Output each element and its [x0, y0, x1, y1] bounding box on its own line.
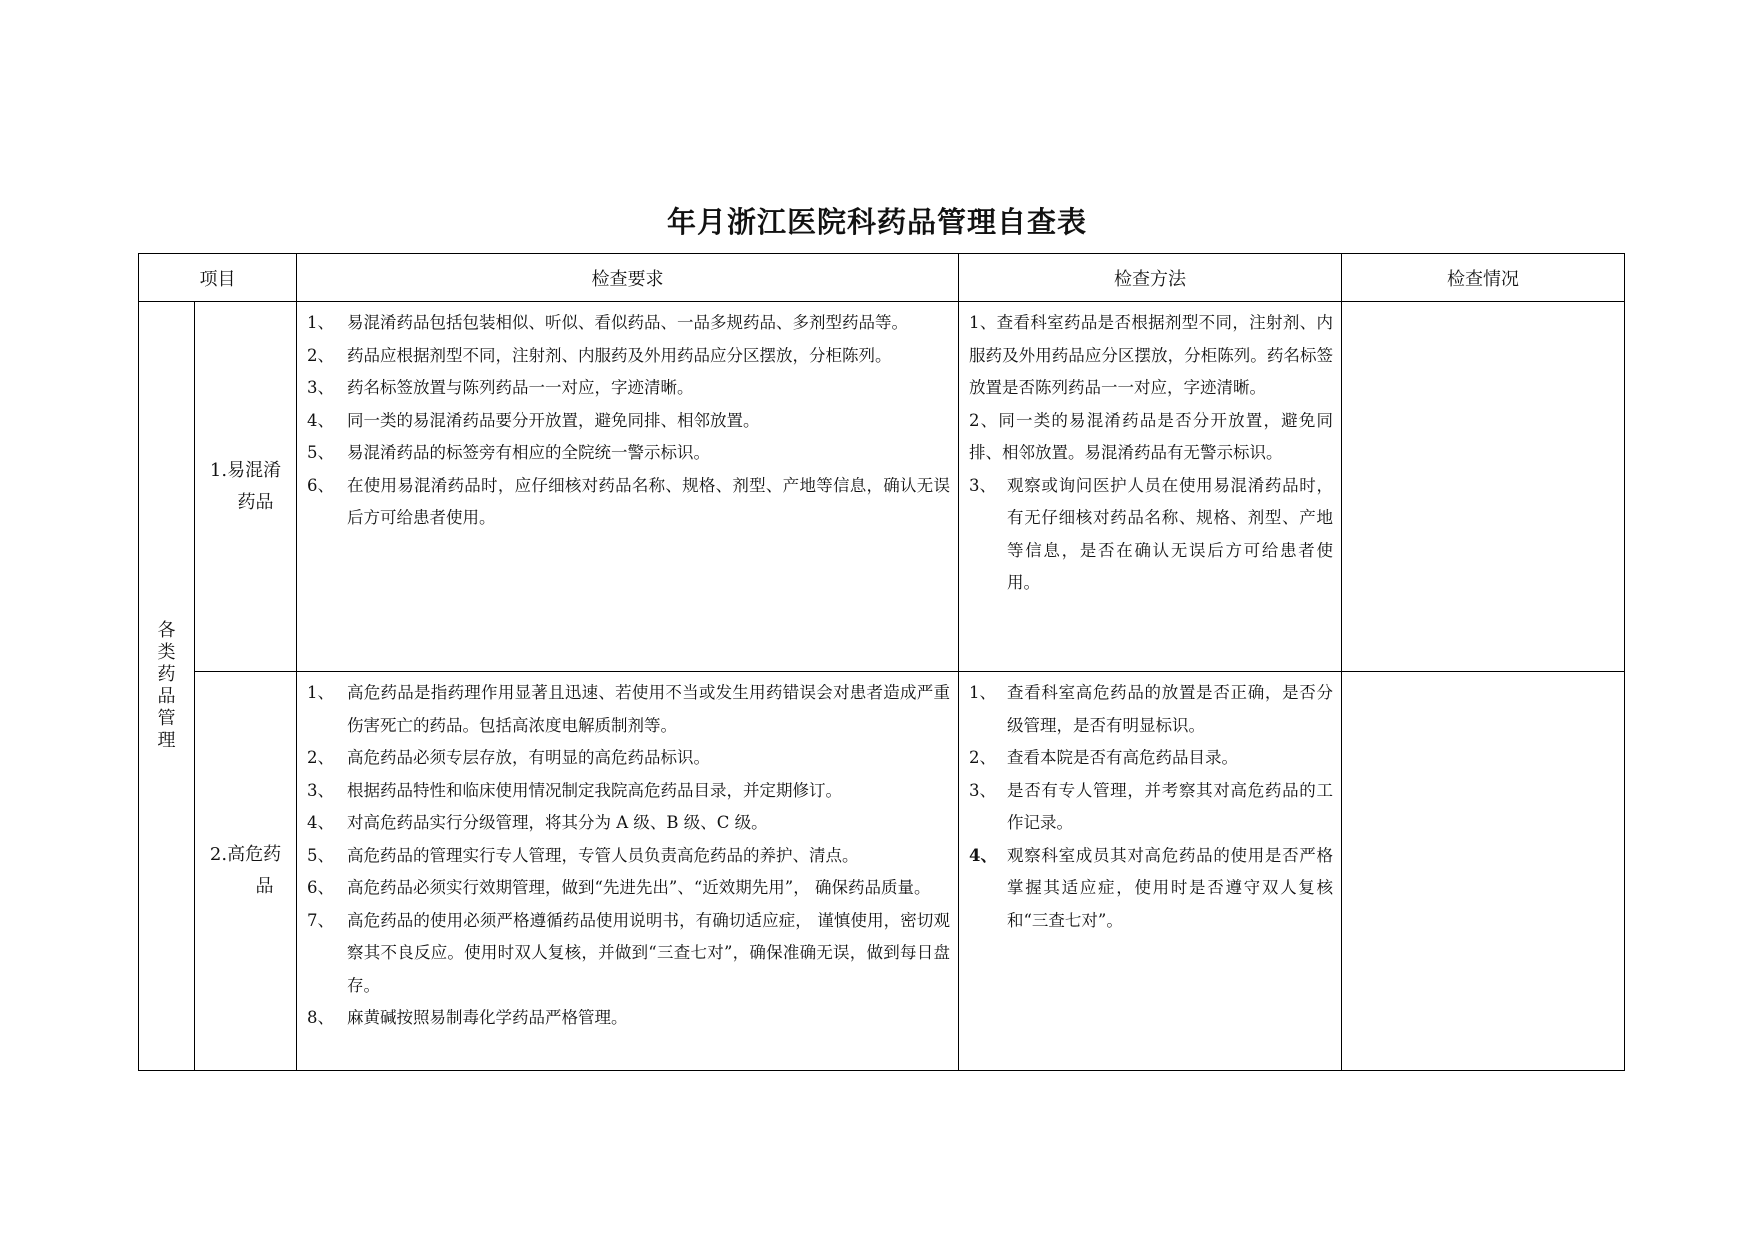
item-text: 查看科室高危药品的放置是否正确，是否分级管理，是否有明显标识。	[1007, 683, 1333, 735]
item-number: 5、	[307, 443, 334, 462]
item-number: 3、	[307, 378, 334, 397]
item-number: 2、	[307, 345, 334, 365]
item-text: 高危药品的使用必须严格遵循药品使用说明书，有确切适应症， 谨慎使用，密切观察其不良反应。使用时双人复核，并做到“三查七对”，确保准确无误，做到每日盘存。	[347, 910, 950, 995]
requirement-item	[307, 840, 950, 873]
table-row	[139, 302, 1625, 672]
requirement-item	[307, 372, 950, 405]
requirement-item	[307, 470, 950, 535]
method-cell	[959, 302, 1342, 672]
subcategory-cell	[195, 672, 297, 1071]
requirement-item	[307, 775, 950, 808]
requirement-item	[307, 437, 950, 470]
requirement-item	[307, 405, 950, 438]
item-number: 8、	[307, 1008, 334, 1027]
requirement-item	[307, 905, 950, 1003]
self-check-table	[138, 253, 1625, 1071]
status-cell[interactable]	[1342, 672, 1625, 1071]
requirement-item	[307, 742, 950, 775]
method-item	[969, 840, 1333, 938]
method-item	[969, 470, 1333, 600]
item-text: 根据药品特性和临床使用情况制定我院高危药品目录，并定期修订。	[347, 780, 842, 800]
item-text: 高危药品是指药理作用显著且迅速、若使用不当或发生用药错误会对患者造成严重伤害死亡的药品。包括高浓度电解质制剂等。	[347, 683, 950, 735]
header-status: 检查情况	[1342, 254, 1625, 302]
method-item	[969, 677, 1333, 742]
item-text: 是否有专人管理，并考察其对高危药品的工作记录。	[1007, 780, 1333, 832]
status-cell[interactable]	[1342, 302, 1625, 672]
item-text: 对高危药品实行分级管理，将其分为 A 级、B 级、C 级。	[347, 813, 768, 832]
category-label: 各类药品管理	[157, 620, 176, 751]
item-text: 药名标签放置与陈列药品一一对应，字迹清晰。	[347, 378, 694, 397]
item-number: 3、	[969, 475, 996, 495]
item-number: 2、	[969, 748, 996, 767]
requirement-item	[307, 872, 950, 905]
requirement-cell	[297, 302, 959, 672]
requirement-item	[307, 807, 950, 840]
document-title: 年月浙江医院科药品管理自查表	[666, 205, 1087, 239]
item-number: 1、	[307, 683, 334, 702]
requirement-item	[307, 307, 950, 340]
item-number: 4、	[969, 845, 997, 865]
item-number: 1、	[969, 683, 996, 702]
item-number: 4、	[307, 410, 334, 430]
item-text: 查看本院是否有高危药品目录。	[1007, 748, 1238, 767]
method-item	[969, 742, 1333, 775]
subcategory-label-line2: 品	[255, 876, 274, 897]
subcategory-label-line2: 药品	[237, 491, 274, 513]
item-text: 同一类的易混淆药品要分开放置，避免同排、相邻放置。	[347, 410, 760, 430]
header-method: 检查方法	[959, 254, 1342, 302]
table-row	[139, 672, 1625, 1071]
item-text: 高危药品必须实行效期管理，做到“先进先出”、“近效期先用”， 确保药品质量。	[347, 878, 931, 897]
item-text: 观察或询问医护人员在使用易混淆药品时，有无仔细核对药品名称、规格、剂型、产地等信息，是否在确认无误后方可给患者使用。	[1007, 475, 1333, 592]
item-text: 高危药品必须专层存放，有明显的高危药品标识。	[347, 748, 710, 767]
method-paragraph: 1、查看科室药品是否根据剂型不同，注射剂、内服药及外用药品应分区摆放，分柜陈列。药名标签放置是否陈列药品一一对应，字迹清晰。	[969, 313, 1333, 397]
item-text: 麻黄碱按照易制毒化学药品严格管理。	[347, 1008, 628, 1027]
item-number: 6、	[307, 878, 334, 897]
item-number: 3、	[969, 780, 996, 800]
requirement-item	[307, 340, 950, 373]
table-header-row	[139, 254, 1625, 302]
method-paragraph: 2、同一类的易混淆药品是否分开放置，避免同排、相邻放置。易混淆药品有无警示标识。	[969, 410, 1333, 462]
item-text: 高危药品的管理实行专人管理，专管人员负责高危药品的养护、清点。	[347, 845, 859, 865]
method-cell	[959, 672, 1342, 1071]
item-number: 1、	[307, 313, 334, 332]
item-number: 2、	[307, 748, 334, 767]
subcategory-label-line1: 1.易混淆	[209, 459, 282, 481]
item-text: 观察科室成员其对高危药品的使用是否严格掌握其适应症，使用时是否遵守双人复核和“三查七对”。	[1007, 845, 1333, 930]
item-text: 易混淆药品的标签旁有相应的全院统一警示标识。	[347, 443, 710, 462]
requirement-item	[307, 1002, 950, 1035]
item-number: 3、	[307, 780, 334, 800]
item-number: 4、	[307, 813, 334, 832]
header-requirement: 检查要求	[297, 254, 959, 302]
item-text: 药品应根据剂型不同，注射剂、内服药及外用药品应分区摆放，分柜陈列。	[347, 345, 892, 365]
method-item	[969, 775, 1333, 840]
item-text: 易混淆药品包括包装相似、听似、看似药品、一品多规药品、多剂型药品等。	[347, 313, 908, 332]
category-cell	[139, 302, 195, 1071]
subcategory-cell	[195, 302, 297, 672]
item-number: 6、	[307, 475, 334, 495]
header-project: 项目	[139, 254, 297, 302]
item-text: 在使用易混淆药品时，应仔细核对药品名称、规格、剂型、产地等信息，确认无误后方可给患者使用。	[347, 475, 950, 527]
subcategory-label-line1: 2.高危药	[209, 844, 282, 865]
requirement-item	[307, 677, 950, 742]
requirement-cell	[297, 672, 959, 1071]
item-number: 5、	[307, 845, 334, 865]
item-number: 7、	[307, 910, 334, 930]
